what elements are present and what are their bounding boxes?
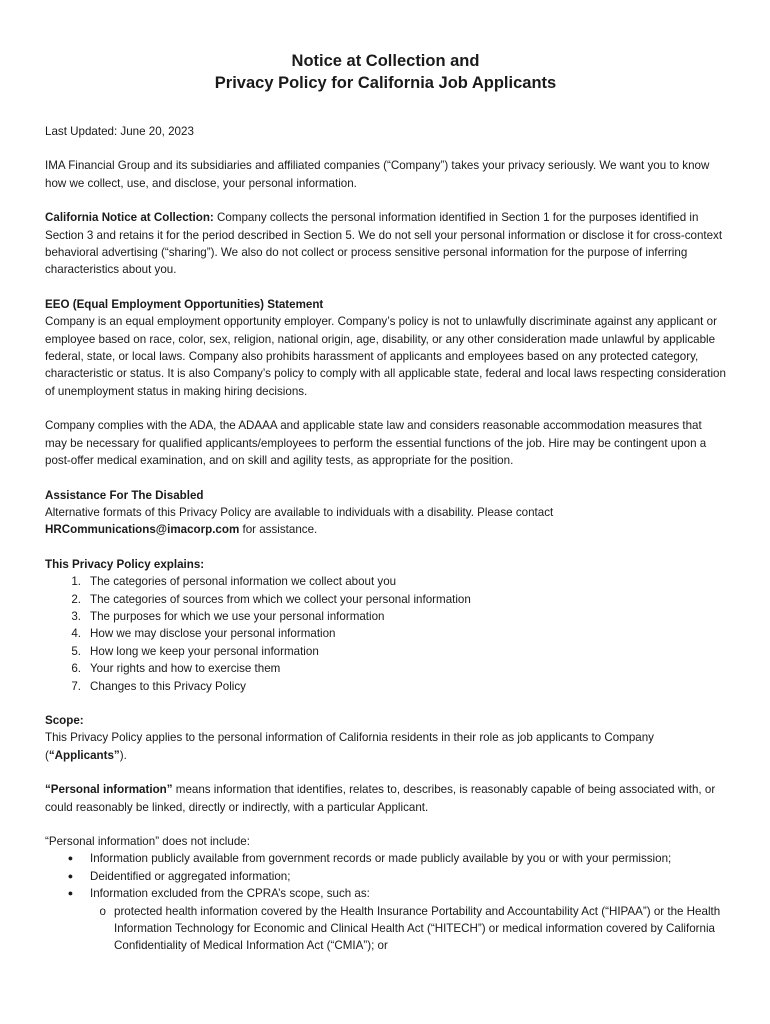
ca-notice-paragraph (45, 209, 726, 279)
explains-heading: This Privacy Policy explains: (45, 557, 205, 571)
assistance-suffix: for assistance. (239, 523, 318, 537)
list-number: 4. (71, 627, 81, 641)
exclusions-heading: “Personal information” does not include: (45, 835, 250, 848)
list-item (45, 608, 726, 625)
ada-paragraph: Company complies with the ADA, the ADAAA and applicable state law and considers reasonable accommodation measures that may be necessary for qualified applicants/employees to perform the essential functions of the job. Hire may be contingent upon a post-offer medical examination, and on skill and agility tests, as appropriate for the position. (45, 419, 707, 468)
eeo-text: Company is an equal employment opportunity employer. Company’s policy is not to unlawfully discriminate against any applicant or employee based on race, color, sex, religion, national origin, age, disability, or any other consideration made unlawful by applicable federal, state, or local laws. Company also prohibits harassment of applicants and employees based on any protected category, characteristic or status. It is also Company’s policy to comply with all applicable state, federal and local laws respecting consideration of unemployment status in making hiring decisions. (45, 315, 726, 398)
title-line-2: Privacy Policy for California Job Applicants (214, 74, 557, 92)
list-number: 5. (71, 644, 81, 658)
list-number: 3. (71, 609, 81, 623)
page-title (45, 50, 726, 94)
list-text: Changes to this Privacy Policy (90, 679, 246, 693)
list-number: 1. (71, 575, 81, 589)
list-text: The categories of sources from which we collect your personal information (90, 592, 471, 606)
scope-section (45, 712, 726, 764)
list-item (45, 660, 726, 677)
scope-heading: Scope: (45, 713, 84, 727)
bullet-text: Information excluded from the CPRA’s scope, such as: (90, 887, 370, 901)
personal-info-definition (45, 781, 726, 816)
list-text: Your rights and how to exercise them (90, 662, 281, 676)
list-number: 2. (71, 592, 81, 606)
last-updated: Last Updated: June 20, 2023 (45, 125, 194, 138)
list-item (45, 903, 726, 955)
bullet-text: Information publicly available from government records or made publicly available by you or with your permission; (90, 852, 672, 866)
bullet-icon: ● (67, 870, 74, 881)
list-item (45, 573, 726, 590)
sub-list (45, 903, 726, 955)
list-text: The purposes for which we use your personal information (90, 609, 385, 623)
bullet-icon: ● (67, 853, 74, 864)
assistance-heading: Assistance For The Disabled (45, 488, 204, 502)
eeo-heading: EEO (Equal Employment Opportunities) Statement (45, 297, 324, 311)
list-text: How long we keep your personal information (90, 644, 319, 658)
ca-notice-text: Company collects the personal information identified in Section 1 for the purposes identified in Section 3 and retains it for the period described in Section 5. We do not sell your personal information or disclose it for cross-context behavioral advertising (“sharing”). We also do not collect or process sensitive personal information for the purpose of inferring characteristics about you. (45, 211, 723, 277)
list-item (45, 625, 726, 642)
applicants-term: “Applicants” (48, 748, 120, 762)
bullet-text: Deidentified or aggregated information; (90, 869, 291, 883)
list-number: 6. (71, 662, 81, 676)
list-item (45, 643, 726, 660)
assistance-text (45, 504, 726, 539)
assistance-section (45, 487, 726, 539)
ca-notice-label: California Notice at Collection: (45, 211, 214, 225)
eeo-section (45, 296, 726, 400)
scope-text (45, 729, 726, 764)
exclusions-list (45, 850, 726, 902)
explains-list (45, 573, 726, 695)
list-item (45, 678, 726, 695)
intro-paragraph: IMA Financial Group and its subsidiaries and affiliated companies (“Company”) takes your privacy seriously. We want you to know how we collect, use, and disclose, your personal information. (45, 159, 710, 190)
list-item (45, 868, 726, 885)
list-text: The categories of personal information we collect about you (90, 575, 397, 589)
circle-bullet-icon: o (99, 904, 106, 918)
exclusions-section (45, 833, 726, 955)
email-link[interactable]: HRCommunications@imacorp.com (45, 523, 240, 537)
explains-section (45, 556, 726, 695)
list-item (45, 591, 726, 608)
sub-bullet-text: protected health information covered by the Health Insurance Portability and Accountability Act (“HIPAA”) or the Health Information Technology for Economic and Clinical Health Act (“HITECH”) or medical information covered by California Confidentiality of Medical Information Act (“CMIA”); or (114, 904, 721, 953)
scope-suffix: ). (119, 748, 127, 762)
list-number: 7. (71, 679, 81, 693)
title-line-1: Notice at Collection and (291, 52, 480, 70)
personal-info-term: “Personal information” (45, 783, 173, 797)
list-item (45, 885, 726, 902)
list-item (45, 850, 726, 867)
scope-body: This Privacy Policy applies to the personal information of California residents in their role as job applicants to Company ( (45, 731, 654, 762)
assistance-body: Alternative formats of this Privacy Policy are available to individuals with a disability. Please contact (45, 505, 554, 519)
personal-info-text: means information that identifies, relates to, describes, is reasonably capable of being associated with, or could reasonably be linked, directly or indirectly, with a particular Applicant. (45, 783, 716, 814)
bullet-icon: ● (67, 888, 74, 899)
list-text: How we may disclose your personal information (90, 627, 336, 641)
